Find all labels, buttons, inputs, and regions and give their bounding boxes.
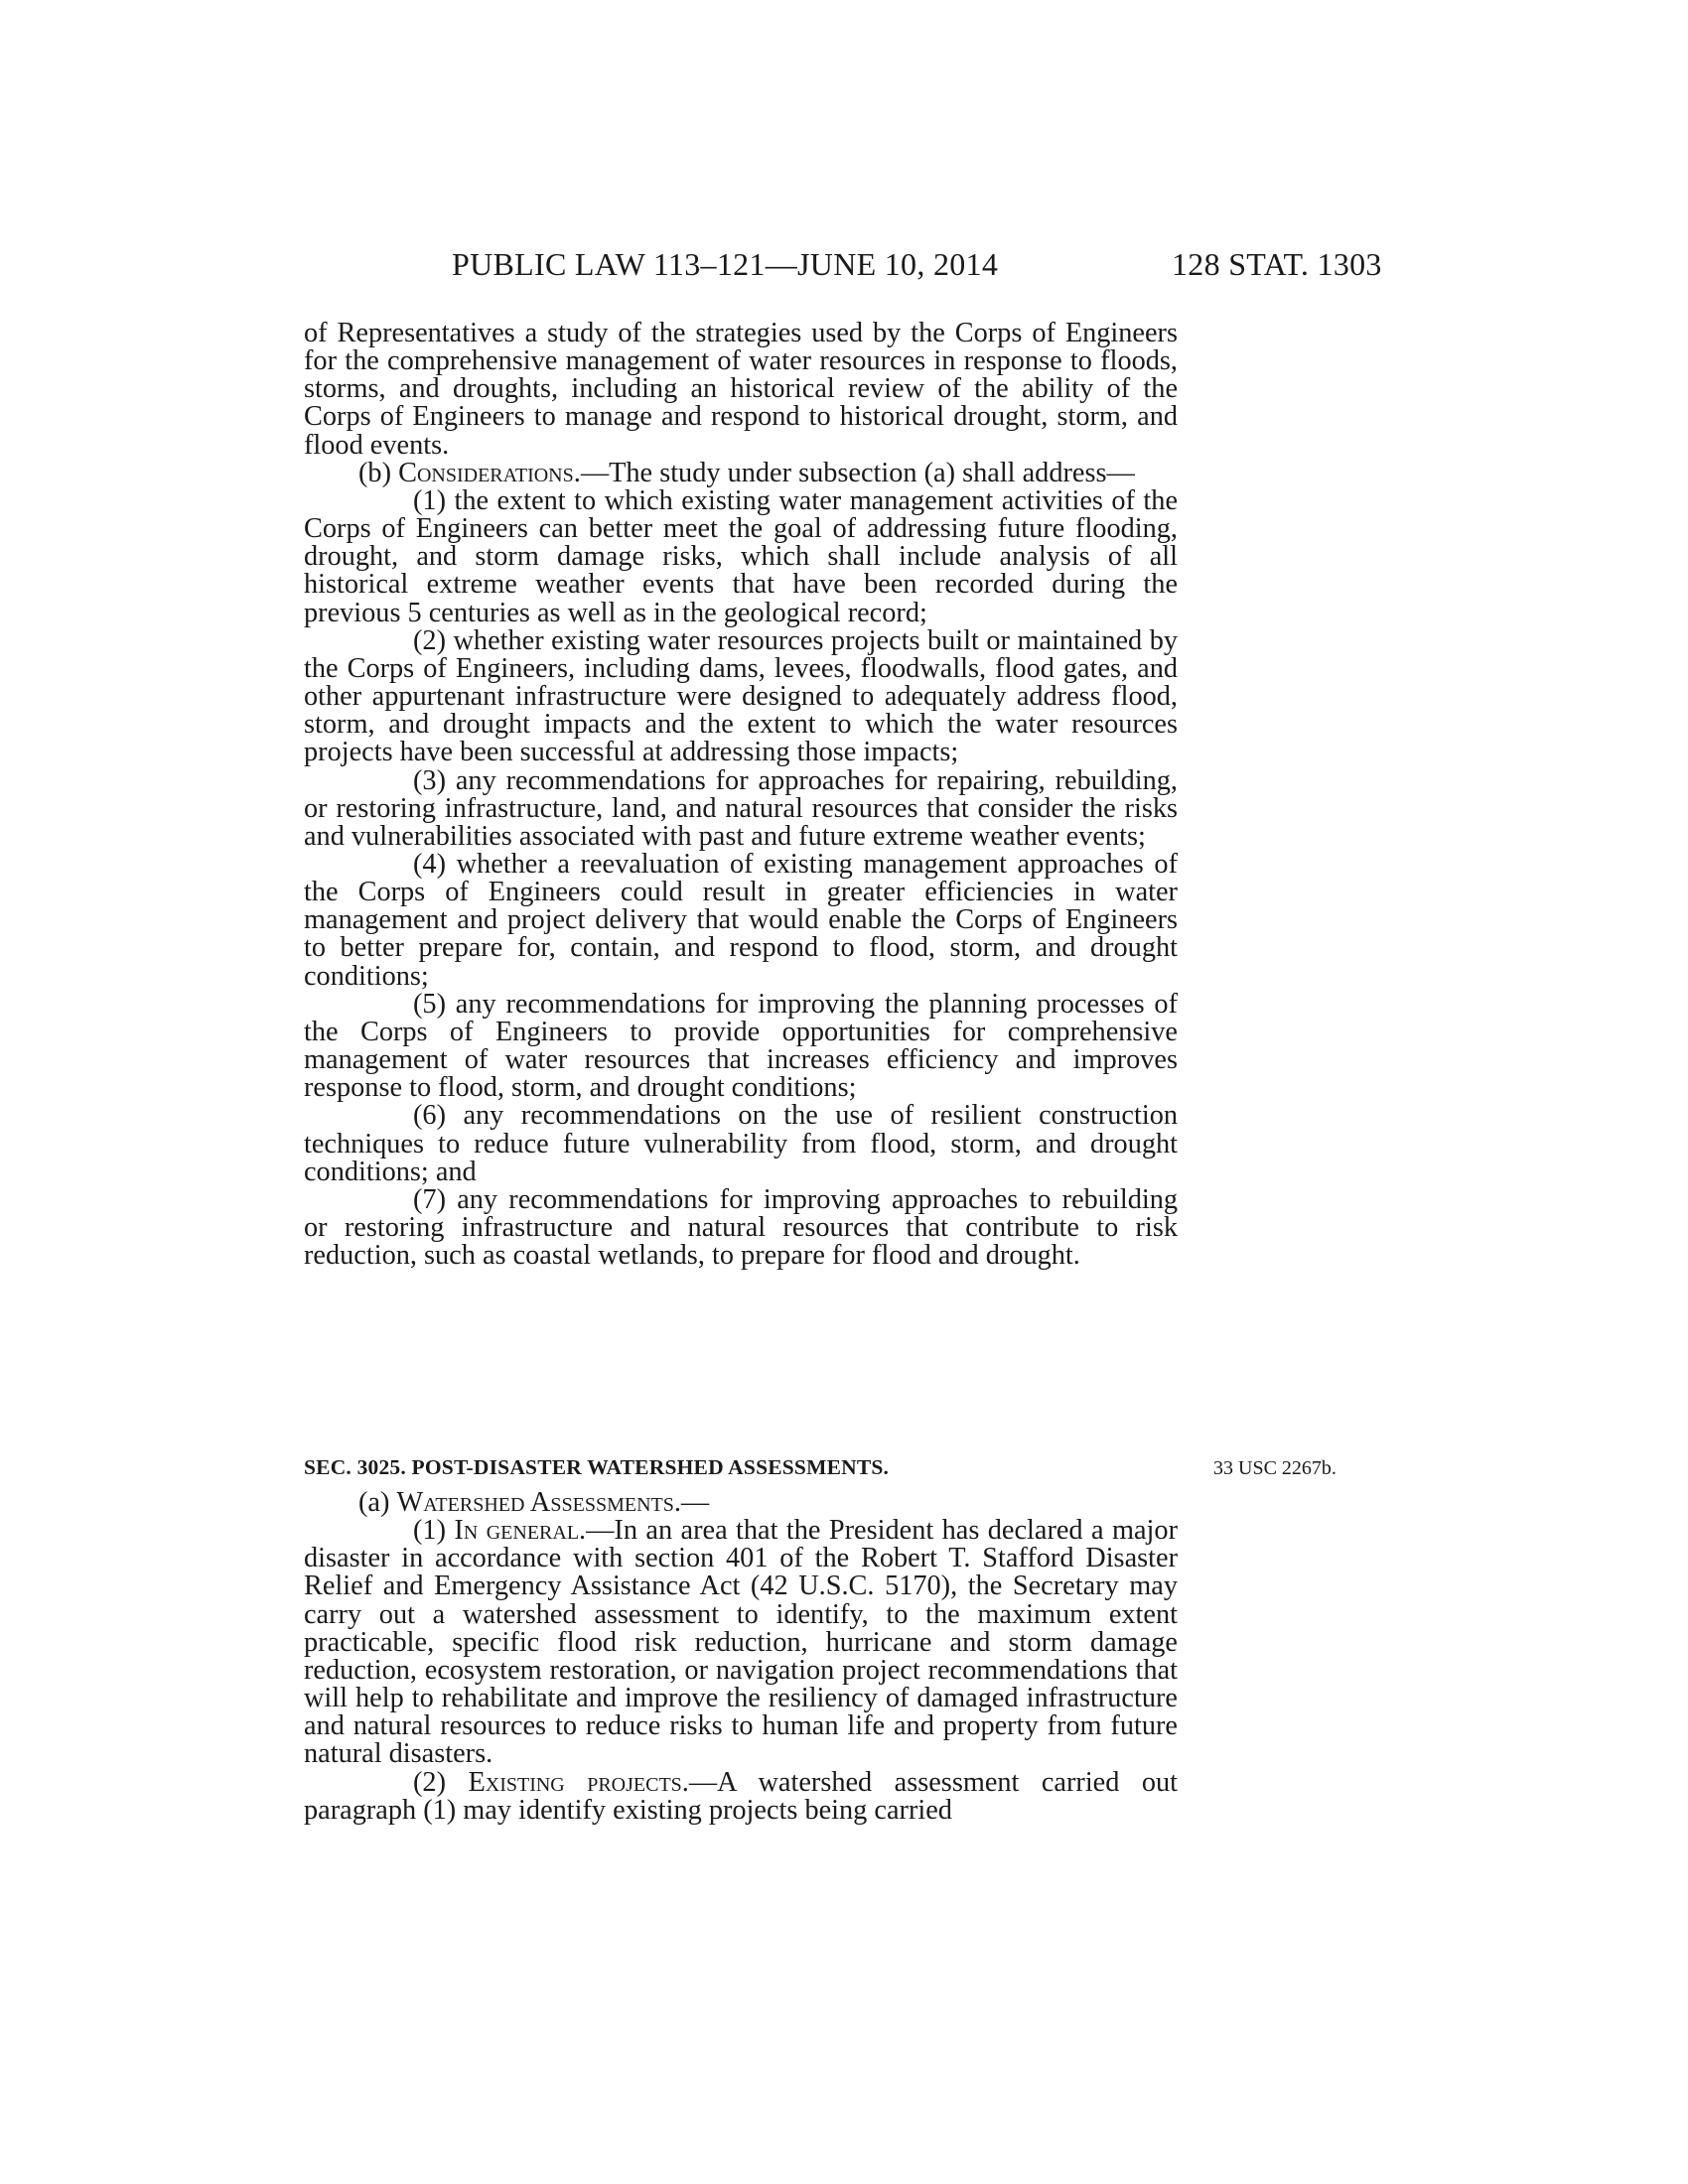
considerations-text: .—The study under subsection (a) shall address— xyxy=(573,457,1135,488)
statute-page-number: 128 STAT. 1303 xyxy=(1172,246,1382,282)
considerations-paragraph xyxy=(304,457,1178,488)
intro-paragraph: of Representatives a study of the strategies used by the Corps of Engineers for the comprehensive management of water resources in response to floods, storms, and droughts, including an historical review of the ability of the Corps of Engineers to manage and respond to historical drought, storm, and flood events. xyxy=(304,318,1178,461)
list-item-2: (2) whether existing water resources projects built or maintained by the Corps of Engineers, including dams, levees, floodwalls, flood gates, and other appurtenant infrastructure were designed to adequately address flood, storm, and drought impacts and the extent to which the water resources projects have been successful at addressing those impacts; xyxy=(304,624,1178,768)
subsection-a-suffix: .— xyxy=(673,1487,710,1518)
list-item-7: (7) any recommendations for improving approaches to rebuilding or restoring infrastructure and natural resources that contribute to risk reduction, such as coastal wetlands, to prepare for flood and drought. xyxy=(304,1183,1178,1272)
running-header-title: PUBLIC LAW 113–121—JUNE 10, 2014 xyxy=(452,246,999,282)
paragraph-2-heading: Existing projects xyxy=(468,1766,682,1798)
list-item-6: (6) any recommendations on the use of resilient construction techniques to reduce future vulnerability from flood, storm, and drought conditions; and xyxy=(304,1100,1178,1187)
subsection-a xyxy=(304,1489,1178,1517)
margin-note: 33 USC 2267b. xyxy=(1213,1457,1336,1479)
section-heading: SEC. 3025. POST-DISASTER WATERSHED ASSESSMENTS. xyxy=(304,1455,890,1479)
paragraph-1-text: .—In an area that the President has declared a major disaster in accordance with section 401 of the Robert T. Stafford Disaster Relief and Emergency Assistance Act (42 U.S.C. 5170), the Secretary may carry out a watershed assessment to identify, to the maximum extent practicable, specific flood risk reduction, hurricane and storm damage reduction, ecosystem restoration, or navigation project recommendations that will help to rehabilitate and improve the resiliency of damaged infrastructure and natural resources to reduce risks to human life and property from future natural disasters. xyxy=(304,1515,1178,1770)
list-item-1: (1) the extent to which existing water management activities of the Corps of Engineers can better meet the goal of addressing future flooding, drought, and storm damage risks, which shall include analysis of all historical extreme weather events that have been recorded during the previous 5 centuries as well as in the geological record; xyxy=(304,484,1178,628)
paragraph-2 xyxy=(304,1766,1179,1826)
considerations-heading: Considerations xyxy=(398,457,574,488)
list-item-4: (4) whether a reevaluation of existing management approaches of the Corps of Engineers could result in greater efficiencies in water management and project delivery that would enable the Corps of Engineers to better prepare for, contain, and respond to flood, storm, and drought conditions; xyxy=(304,848,1178,992)
paragraph-1-heading: In general xyxy=(454,1515,580,1547)
list-item-3: (3) any recommendations for approaches for repairing, rebuilding, or restoring infrastructure, land, and natural resources that consider the risks and vulnerabilities associated with past and future extreme weather events; xyxy=(304,764,1178,852)
considerations-label: (b) xyxy=(358,457,391,488)
section-body xyxy=(304,1489,1178,1825)
paragraph-2-text: .—A watershed assessment carried out paragraph (1) may identify existing projects being carried xyxy=(304,1766,1179,1826)
subsection-a-heading: Watershed Assessments xyxy=(396,1487,674,1518)
paragraph-1 xyxy=(304,1517,1178,1768)
paragraph-1-label: (1) xyxy=(413,1515,446,1547)
paragraph-2-label: (2) xyxy=(413,1766,446,1798)
subsection-a-label: (a) xyxy=(358,1487,390,1518)
list-item-5: (5) any recommendations for improving the planning processes of the Corps of Engineers to provide opportunities for comprehensive management of water resources that increases efficiency and improves response to flood, storm, and drought conditions; xyxy=(304,988,1178,1104)
body-text xyxy=(304,320,1178,1270)
